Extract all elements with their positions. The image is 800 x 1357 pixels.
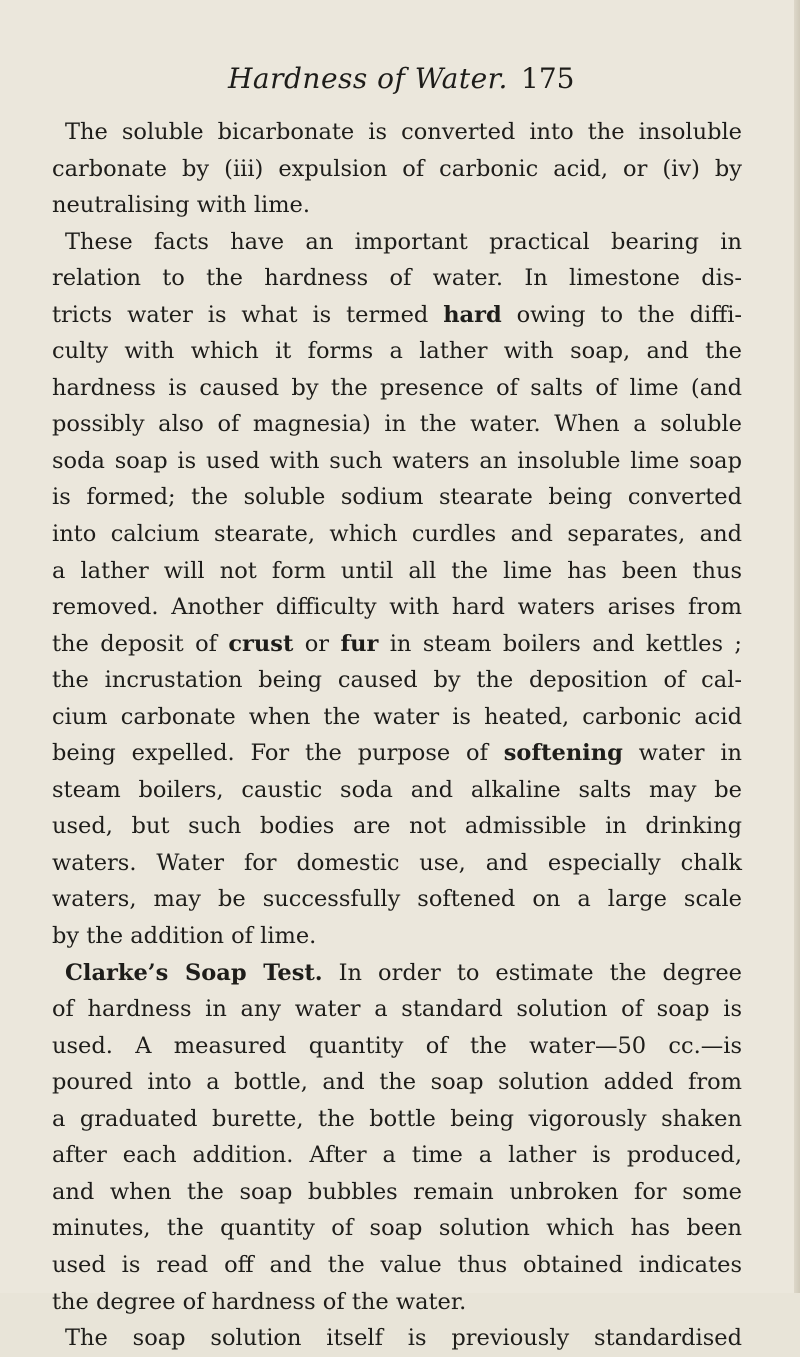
text-run: owing to the diffi- <box>501 301 742 328</box>
text-line <box>52 297 742 334</box>
text-line: carbonate by (iii) expulsion of carbonic acid, or (iv) by <box>52 155 742 182</box>
body-text <box>52 114 742 1357</box>
text-line: the degree of hardness of the water. <box>52 1288 467 1315</box>
text-line: cium carbonate when the water is heated, carbonic acid <box>52 703 742 730</box>
text-line: The soluble bicarbonate is converted into the insoluble <box>65 119 742 145</box>
text-run: in steam boilers and kettles ; <box>378 630 742 657</box>
text-line: hardness is caused by the presence of salts of lime (and <box>52 374 742 401</box>
text-line: used. A measured quantity of the water—50 cc.—is <box>52 1032 742 1059</box>
text-line: of hardness in any water a standard solution of soap is <box>52 996 742 1023</box>
text-line: used is read off and the value thus obtained indicates <box>52 1251 742 1278</box>
text-run: In order to estimate the degree <box>322 959 742 986</box>
text-line <box>52 735 742 772</box>
text-line: These facts have an important practical bearing in <box>65 228 742 255</box>
text-run: or <box>293 630 341 657</box>
text-line: is formed; the soluble sodium stearate being converted <box>52 484 742 511</box>
text-line: waters, may be successfully softened on a large scale <box>52 886 742 913</box>
text-line: minutes, the quantity of soap solution which has been <box>52 1215 742 1242</box>
text-line: steam boilers, caustic soda and alkaline salts may be <box>52 776 742 803</box>
text-line: poured into a bottle, and the soap solution added from <box>52 1069 742 1096</box>
text-line: possibly also of magnesia) in the water. When a soluble <box>52 411 742 438</box>
text-run: the deposit of <box>52 630 229 657</box>
bold-term: fur <box>340 630 379 657</box>
text-run: being expelled. For the purpose of <box>52 740 504 767</box>
text-line: soda soap is used with such waters an insoluble lime soap <box>52 447 742 474</box>
text-line: a lather will not form until all the lime has been thus <box>52 557 742 584</box>
text-line: removed. Another difficulty with hard waters arises from <box>52 594 742 621</box>
bold-term: Clarke’s Soap Test. <box>65 959 323 986</box>
text-run: tricts water is what is termed <box>52 301 444 328</box>
page-edge <box>794 0 800 1293</box>
bold-term: crust <box>228 630 294 657</box>
text-line <box>52 955 742 992</box>
bold-term: softening <box>503 740 623 767</box>
text-line: waters. Water for domestic use, and especially chalk <box>52 849 742 876</box>
running-head-title: Hardness of Water. <box>228 62 508 95</box>
text-line: The soap solution itself is previously standardised <box>65 1325 742 1352</box>
text-line: neutralising with lime. <box>52 192 311 219</box>
text-line: used, but such bodies are not admissible in drinking <box>52 813 742 840</box>
text-line: a graduated burette, the bottle being vigorously shaken <box>52 1105 742 1132</box>
text-line: the incrustation being caused by the deposition of cal- <box>52 667 742 694</box>
text-line: after each addition. After a time a lather is produced, <box>52 1142 742 1169</box>
running-head <box>0 62 800 102</box>
bold-term: hard <box>443 301 502 328</box>
text-line: and when the soap bubbles remain unbroken for some <box>52 1178 742 1205</box>
text-line <box>52 626 742 663</box>
text-line: culty with which it forms a lather with soap, and the <box>52 338 742 365</box>
page-number: 175 <box>521 62 575 95</box>
text-line: into calcium stearate, which curdles and separates, and <box>52 521 742 548</box>
text-run: water in <box>622 740 742 767</box>
text-line: by the addition of lime. <box>52 923 317 950</box>
text-line: relation to the hardness of water. In limestone dis- <box>52 265 742 292</box>
